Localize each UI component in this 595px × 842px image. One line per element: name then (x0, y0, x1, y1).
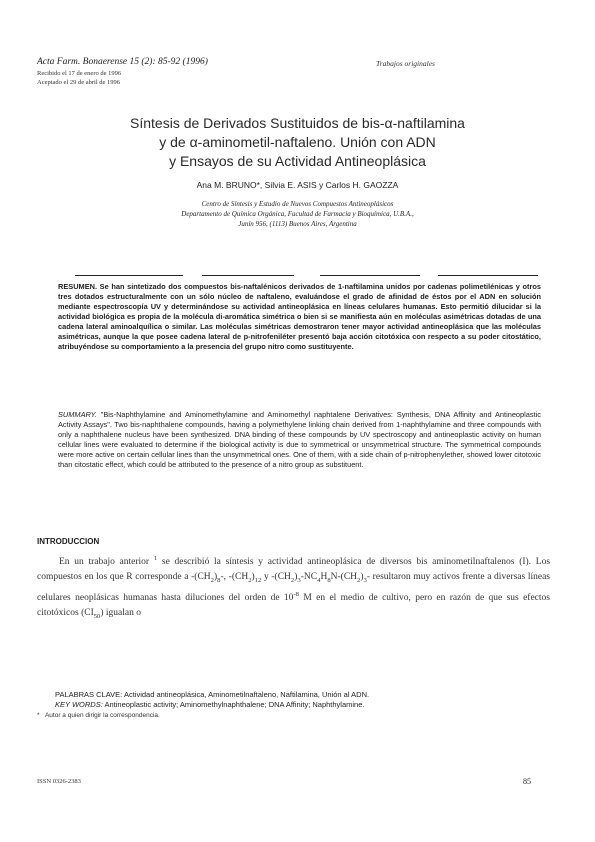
title-line: y Ensayos de su Actividad Antineoplásica (169, 153, 426, 169)
separator-rule (202, 275, 294, 276)
page-number: 85 (523, 777, 531, 786)
article-dates (37, 69, 121, 87)
issn: ISSN 0326-2383 (37, 778, 81, 785)
title-line: y de α-aminometil-naftaleno. Unión con ADN (159, 134, 436, 150)
journal-citation: Acta Farm. Bonaerense 15 (2): 85-92 (1996) (37, 57, 208, 67)
summary-abstract (58, 410, 541, 470)
footnote-symbol: * (37, 712, 40, 719)
summary-label: SUMMARY. (58, 410, 97, 419)
accepted-date: Aceptado el 29 de abril de 1996 (37, 79, 121, 86)
affiliation-line: Junín 956, (1113) Buenos Aires, Argentina (238, 220, 357, 228)
affiliation-line: Centro de Síntesis y Estudio de Nuevos Compuestos Antineoplásicos (201, 200, 394, 208)
summary-text: "Bis-Naphthylamine and Aminomethylamine and Aminomethyl naphtalene Derivatives: Synthesis, DNA Affinity and Antineoplastic Activity Assays". Two bis-naphthalene compounds, having a polymethylene linking chain derived from 1-naphthylamine and three compounds with only a naphthalene nucleus have been synthesized. DNA binding of these compounds by UV spectroscopy and antineoplastic activity on human cellular lines were evaluated to determine if the biological activity is due to symmetrical or unsymmetrical structure. The symmetrical compounds were more active on certain cellular lines than the unsymmetrical ones. One of them, with a side chain of p-nitrophenylether, showed lower citotoxic than citostatic effect, which could be attributed to the presence of a nitro group as substituent. (58, 410, 541, 470)
resumen-abstract (58, 282, 541, 352)
footnote-text: Autor a quien dirigir la correspondencia. (44, 712, 160, 719)
paragraph: En un trabajo anterior $^1$ se describió la síntesis y actividad antineoplásica de diversos bis aminometilnaftalenos (I). Los compuestos en los que R corresponde a $-(CH_2)_8-$, $-(CH_2)_{12}$ y $-(CH_2)_3-NC_4H_8N-(CH_2)_3-$ resultaron muy activos frente a diversas líneas celulares neoplásicas humanas hasta diluciones del orden de $10^{-8}$ M en el medio de cultivo, pero en razón de que sus efectos citotóxicos $(CI_{50})$ igualan o (37, 555, 551, 620)
authors: Ana M. BRUNO*, Silvia E. ASIS y Carlos H. GAOZZA (196, 180, 399, 190)
affiliation-line: Departamento de Química Orgánica, Facultad de Farmacia y Bioquímica, U.B.A., (181, 210, 414, 218)
separator-rule (438, 275, 538, 276)
section-heading: INTRODUCCION (37, 537, 100, 546)
introduction-text (37, 552, 550, 624)
title-line: Síntesis de Derivados Sustituidos de bis-α-naftilamina (130, 115, 465, 131)
received-date: Recibido el 17 de enero de 1996 (37, 70, 122, 77)
separator-rule (320, 275, 420, 276)
keywords-block (55, 690, 505, 710)
resumen-label: RESUMEN. (58, 282, 98, 291)
reference-mark: 1 (153, 555, 158, 562)
key-words: KEY WORDS: Antineoplastic activity; Aminomethylnaphthalene; DNA Affinity; Naphthylamine. (55, 700, 365, 709)
article-title (40, 114, 555, 171)
separator-rule (75, 275, 183, 276)
section-label: Trabajos originales (376, 59, 435, 68)
footnote (37, 712, 160, 719)
palabras-clave: PALABRAS CLAVE: Actividad antineoplásica, Aminometilnaftaleno, Naftilamina, Unión al ADN. (55, 690, 370, 699)
resumen-text: Se han sintetizado dos compuestos bis-naftalénicos derivados de 1-naftilamina unidos por cadenas polimetilénicas y otros tres dotados estructuralmente con un sólo núcleo de naftaleno, evaluándose el grado de afinidad de éstos por el ADN en solución mediante espectroscopía UV y determinándose su actividad antineoplásica en líneas celulares humanas. Esto permitió dilucidar si la actividad biológica es propia de la molécula di-aromática simétrica o bien si se manifiesta aún en moléculas asimétricas dotadas de una cadena lateral aminoalquílica o similar. Las moléculas simétricas demostraron tener mayor actividad antineoplásica que las moléculas asimétricas, aunque la que posee cadena lateral de p-nitrofeniléter presentó baja acción citotóxica con respecto a su poder citostático, atribuyéndose su comportamiento a la presencia del grupo nitro como sustituyente. (58, 282, 541, 352)
affiliation (40, 199, 555, 229)
